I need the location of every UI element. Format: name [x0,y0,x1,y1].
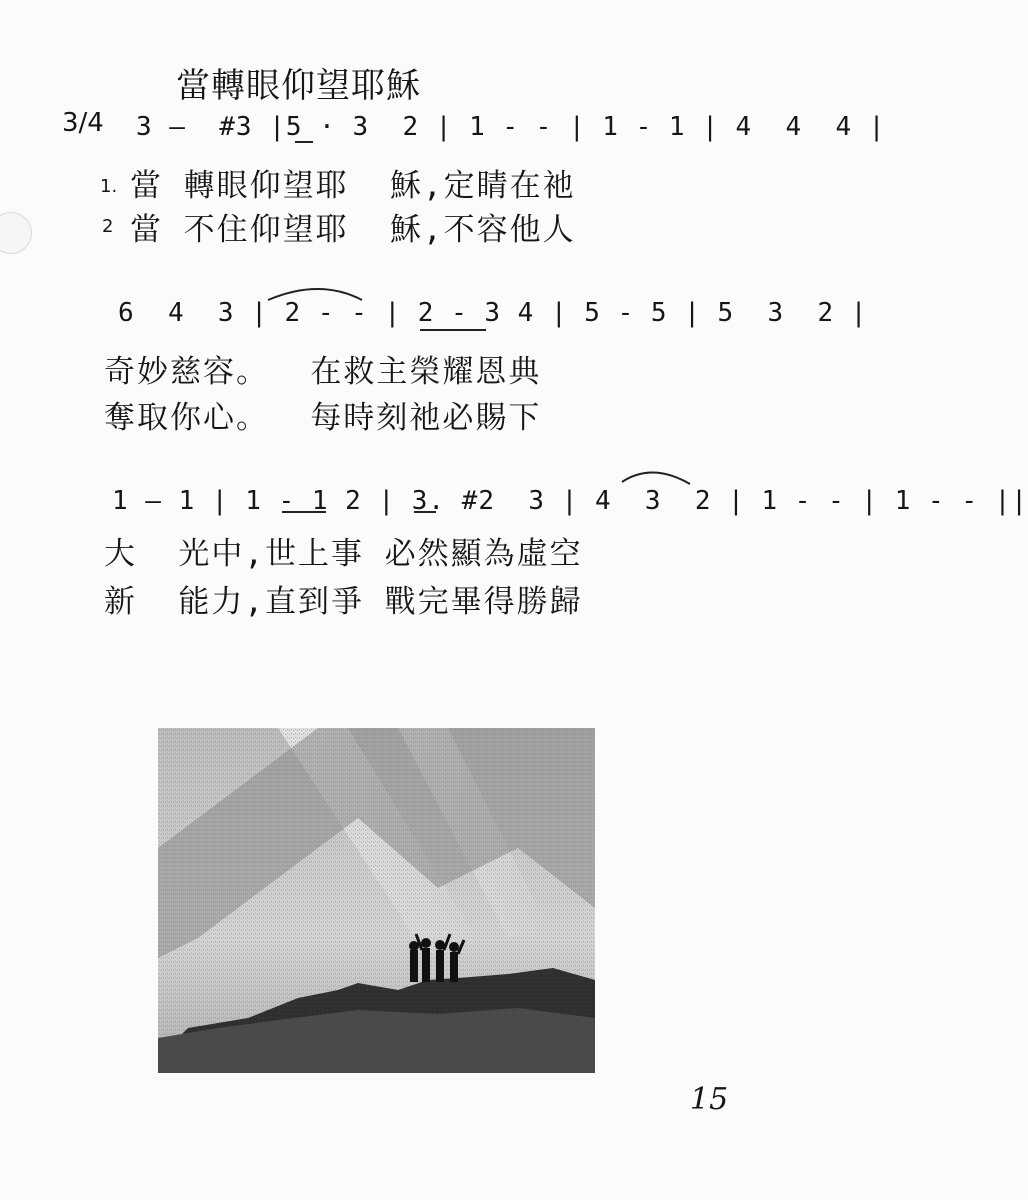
grain-texture [158,728,595,1073]
lyrics-line-2-verse-2: 奪取你心。 每時刻祂必賜下 [104,400,542,436]
notation-line-1: 3 — #3 |5 · 3 2 | 1 - - | 1 - 1 | 4 4 4 | [136,112,886,142]
lyrics-line-2-verse-1: 奇妙慈容。 在救主榮耀恩典 [104,354,542,390]
mountain-illustration [158,728,595,1073]
notation-line-3: 1 — 1 | 1 - 1 2 | 3. #2 3 | 4 3 2 | 1 - - | 1 - - || [112,486,1028,516]
lyrics-line-1-verse-1: 當 轉眼仰望耶 穌,定睛在祂 [130,168,576,204]
lyrics-line-1-verse-2: 當 不住仰望耶 穌,不容他人 [130,212,576,248]
lyrics-line-3-verse-1: 大 光中,世上事 必然顯為虛空 [104,536,583,572]
page-number: 15 [690,1082,729,1117]
song-title: 當轉眼仰望耶穌 [176,66,421,106]
mountain-illustration-svg [158,728,595,1073]
tie-mark [268,289,362,300]
verse-number-1: 1. [100,176,118,197]
time-signature: 3/4 [62,108,104,138]
tie-mark [622,472,690,484]
verse-number-2: 2 [102,216,114,237]
notation-line-2: 6 4 3 | 2 - - | 2 - 3 4 | 5 - 5 | 5 3 2 | [118,298,868,328]
lyrics-line-3-verse-2: 新 能力,直到爭 戰完畢得勝歸 [104,584,583,620]
